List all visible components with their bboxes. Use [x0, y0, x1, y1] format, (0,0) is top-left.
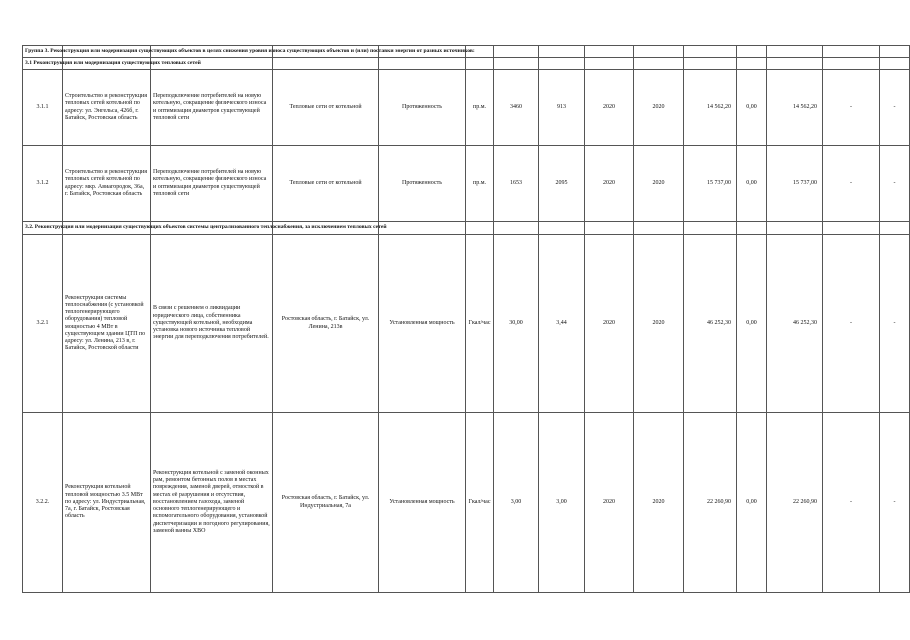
- parameter-name: Протяженность: [379, 70, 466, 146]
- year-end: 2020: [634, 413, 684, 593]
- project-name: Строительство и реконструкция тепловых сетей котельной по адресу: мкр. Авиагородок, 36а, г. Батайск, Ростовская область: [63, 146, 151, 222]
- row-number: 3.2.1: [23, 235, 63, 413]
- year-end: 2020: [634, 70, 684, 146]
- section-title: 3.2. Реконструкция или модернизация существующих объектов системы централизованного теплоснабжения, за исключением тепловых сетей: [23, 222, 63, 235]
- parameter-name: Установленная мощность: [379, 413, 466, 593]
- total-cost: 22 260,90: [684, 413, 737, 593]
- total-cost: 14 562,20: [684, 70, 737, 146]
- year-end: 2020: [634, 235, 684, 413]
- project-location: Ростовская область, г. Батайск, ул. Ленина, 213в: [273, 235, 379, 413]
- year-start: 2020: [585, 70, 634, 146]
- value-after: 3,44: [539, 235, 585, 413]
- value-before: 1653: [494, 146, 539, 222]
- parameter-name: Протяженность: [379, 146, 466, 222]
- dash-cell: -: [823, 146, 880, 222]
- project-location: Тепловые сети от котельной: [273, 70, 379, 146]
- row-number: 3.1.2: [23, 146, 63, 222]
- cost-spent: 0,00: [737, 146, 767, 222]
- year-start: 2020: [585, 413, 634, 593]
- parameter-unit: пр.м.: [466, 70, 494, 146]
- value-after: 2095: [539, 146, 585, 222]
- project-name: Реконструкция системы теплоснабжения (с установкой теплогенерирующего оборудования) тепловой мощностью 4 МВт в существующем здании ЦТП по адресу: ул. Ленина, 213 в, г. Батайск, Ростовской области: [63, 235, 151, 413]
- project-purpose: Переподключение потребителей на новую котельную, сокращение физического износа и оптимизация диаметров существующей тепловой сети: [151, 146, 273, 222]
- row-number: 3.1.1: [23, 70, 63, 146]
- dash-cell: -: [880, 413, 910, 593]
- parameter-unit: пр.м.: [466, 146, 494, 222]
- cost-spent: 0,00: [737, 413, 767, 593]
- section-title: 3.1 Реконструкция или модернизация существующих тепловых сетей: [23, 58, 63, 70]
- dash-cell: -: [823, 70, 880, 146]
- table-row: [23, 235, 910, 413]
- cost-spent: 0,00: [737, 235, 767, 413]
- project-name: Реконструкция котельной тепловой мощностью 3.5 МВт по адресу: ул. Индустриальная, 7а, г. Батайск, Ростовская область: [63, 413, 151, 593]
- cost-spent: 0,00: [737, 70, 767, 146]
- cost-remaining: 14 562,20: [767, 70, 823, 146]
- value-before: 3460: [494, 70, 539, 146]
- dash-cell: -: [823, 235, 880, 413]
- table-row: [23, 70, 910, 146]
- group-header: Группа 3. Реконструкция или модернизация существующих объектов в целях снижения уровня износа существующих объектов и (или) поставки энергии от разных источников:: [23, 46, 63, 58]
- dash-cell: -: [880, 70, 910, 146]
- year-start: 2020: [585, 146, 634, 222]
- cost-remaining: 46 252,30: [767, 235, 823, 413]
- year-end: 2020: [634, 146, 684, 222]
- table-row: [23, 413, 910, 593]
- investment-program-table: [22, 45, 910, 593]
- cost-remaining: 22 260,90: [767, 413, 823, 593]
- dash-cell: -: [880, 146, 910, 222]
- row-number: 3.2.2.: [23, 413, 63, 593]
- parameter-unit: Гкал/час: [466, 235, 494, 413]
- total-cost: 46 252,30: [684, 235, 737, 413]
- value-after: 913: [539, 70, 585, 146]
- project-purpose: Переподключение потребителей на новую котельную, сокращение физического износа и оптимизация диаметров существующей тепловой сети: [151, 70, 273, 146]
- value-after: 3,00: [539, 413, 585, 593]
- parameter-unit: Гкал/час: [466, 413, 494, 593]
- table-row: [23, 146, 910, 222]
- year-start: 2020: [585, 235, 634, 413]
- value-before: 3,00: [494, 413, 539, 593]
- parameter-name: Установленная мощность: [379, 235, 466, 413]
- project-location: Тепловые сети от котельной: [273, 146, 379, 222]
- project-name: Строительство и реконструкция тепловых сетей котельной по адресу: ул. Энгельса, 426б, г. Батайск, Ростовская область: [63, 70, 151, 146]
- dash-cell: -: [880, 235, 910, 413]
- total-cost: 15 737,00: [684, 146, 737, 222]
- value-before: 30,00: [494, 235, 539, 413]
- project-purpose: В связи с решением о ликвидации юридического лица, собственника существующей котельной, необходима установка нового источника тепловой энергии для переподключения потребителей.: [151, 235, 273, 413]
- cost-remaining: 15 737,00: [767, 146, 823, 222]
- project-location: Ростовская область, г. Батайск, ул. Индустриальная, 7а: [273, 413, 379, 593]
- dash-cell: -: [823, 413, 880, 593]
- project-purpose: Реконструкция котельной с заменой оконных рам, ремонтом бетонных полов в местах повреждения, заменой дверей, отмосткой в местах её разрушения и отсутствия, восстановлением газохода, заменой основного теплогенерирующего и вспомогательного оборудования, установкой диспетчеризации и погодного регулирования, заменой ванны ХВО: [151, 413, 273, 593]
